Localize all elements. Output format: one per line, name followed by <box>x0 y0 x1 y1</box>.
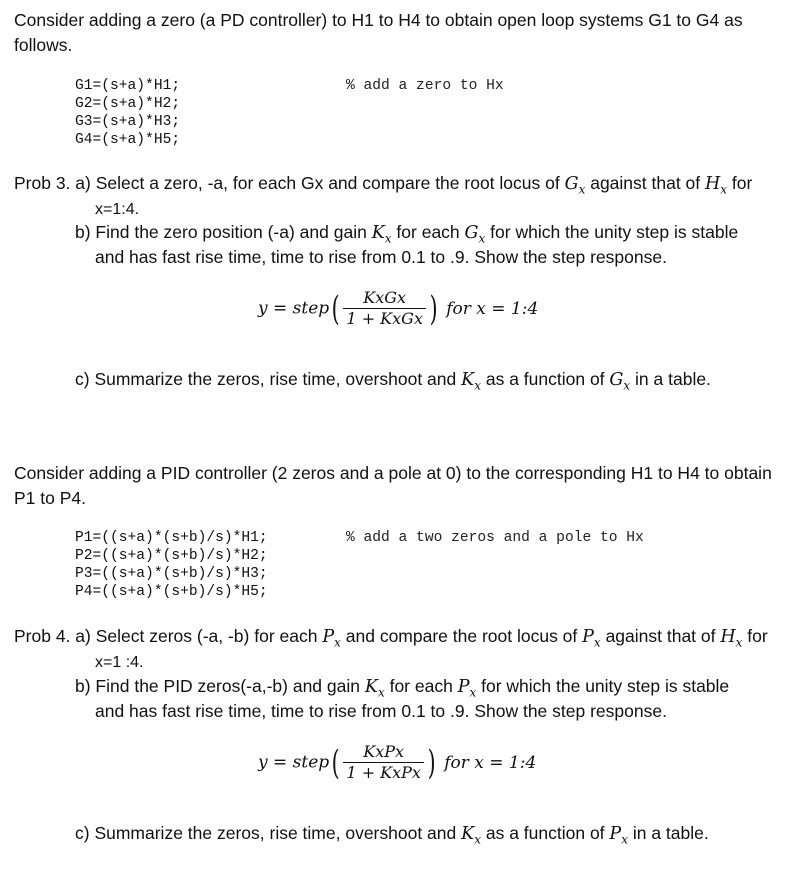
code-line: G1=(s+a)*H1; <box>75 78 181 94</box>
text: Prob 4. a) Select zeros (-a, -b) for each <box>14 626 323 646</box>
math-h: H <box>705 174 721 194</box>
eq-range: for x = 1:4 <box>446 298 539 319</box>
text: in a table. <box>627 823 709 843</box>
text: c) Summarize the zeros, rise time, overshoot and <box>75 823 462 843</box>
text: for each <box>384 676 458 696</box>
numerator: KxPx <box>363 742 405 761</box>
math-p: P <box>609 824 622 844</box>
text: as a function of <box>480 369 610 389</box>
code-line: G2=(s+a)*H2; <box>75 96 181 112</box>
fraction <box>343 742 424 783</box>
right-paren: ) <box>429 288 438 329</box>
text: for which the unity step is stable <box>476 676 730 696</box>
math-x: x <box>623 378 631 393</box>
math-k: K <box>364 677 378 697</box>
code-comment-2: % add a two zeros and a pole to Hx <box>346 530 644 546</box>
math-g: G <box>464 223 479 243</box>
math-x: x <box>469 685 477 700</box>
code-line: P2=((s+a)*(s+b)/s)*H2; <box>75 548 268 564</box>
math-p: P <box>457 677 470 697</box>
text: for each <box>391 222 465 242</box>
math-k: K <box>461 370 475 390</box>
code-line: G4=(s+a)*H5; <box>75 132 181 148</box>
eq-lhs: y = step <box>258 298 330 319</box>
text: against that of <box>600 626 721 646</box>
left-paren: ( <box>331 742 340 783</box>
math-x: x <box>578 182 586 197</box>
text: for <box>727 173 753 193</box>
text: as a function of <box>480 823 610 843</box>
math-p: P <box>322 627 335 647</box>
math-x: x <box>474 832 481 847</box>
text: b) Find the zero position (-a) and gain <box>75 222 372 242</box>
math-g: G <box>609 370 624 390</box>
text: Prob 3. a) Select a zero, -a, for each <box>14 173 301 193</box>
equation-step-g <box>258 288 538 329</box>
numerator: KxGx <box>363 288 407 307</box>
denominator: 1 + KxPx <box>343 762 424 783</box>
code-line: P1=((s+a)*(s+b)/s)*H1; <box>75 530 268 546</box>
code-line: P3=((s+a)*(s+b)/s)*H3; <box>75 566 268 582</box>
math-k: K <box>461 824 475 844</box>
text: against that of <box>585 173 706 193</box>
text: for <box>742 626 768 646</box>
denominator: 1 + KxGx <box>343 308 426 329</box>
math-x: x <box>474 378 481 393</box>
code-line: P4=((s+a)*(s+b)/s)*H5; <box>75 584 268 600</box>
intro2-line-1: Consider adding a PID controller (2 zeros and a pole at 0) to the corresponding H1 to H4 to obtain <box>14 463 772 483</box>
prob4-b-line2: and has fast rise time, time to rise from 0.1 to .9. Show the step response. <box>95 701 667 721</box>
prob4-c-line <box>75 821 709 853</box>
code-line: G3=(s+a)*H3; <box>75 114 181 130</box>
prob3-c-line <box>75 367 711 399</box>
math-x: x <box>621 832 628 847</box>
left-paren: ( <box>331 288 340 329</box>
eq-range: for x = 1:4 <box>444 752 537 773</box>
code-block-p <box>75 529 268 601</box>
math-x: x <box>735 635 743 650</box>
math-g: G <box>564 174 579 194</box>
text: b) Find the PID zeros(-a,-b) and gain <box>75 676 365 696</box>
prob4-a-line2: x=1 :4. <box>95 654 144 671</box>
code-comment-1: % add a zero to Hx <box>346 78 504 94</box>
prob3-b-line2: and has fast rise time, time to rise from 0.1 to .9. Show the step response. <box>95 247 667 267</box>
math-k: K <box>371 223 385 243</box>
text: and compare the root locus of <box>340 626 583 646</box>
text: in a table. <box>630 369 711 389</box>
gx-plain: Gx <box>300 173 324 193</box>
equation-step-p <box>258 742 536 783</box>
text: and compare the root locus of <box>323 173 565 193</box>
math-x: x <box>720 182 728 197</box>
eq-lhs: y = step <box>258 752 330 773</box>
right-paren: ) <box>427 742 436 783</box>
text: c) Summarize the zeros, rise time, overshoot and <box>75 369 462 389</box>
math-p: P <box>582 627 594 647</box>
intro-line-2: follows. <box>14 35 73 55</box>
math-x: x <box>478 231 486 246</box>
prob3-a-line2: x=1:4. <box>95 201 140 218</box>
text: for which the unity step is stable <box>485 222 739 242</box>
math-x: x <box>384 231 392 246</box>
code-block-g <box>75 77 180 149</box>
math-x: x <box>593 635 601 650</box>
fraction <box>343 288 426 329</box>
math-h: H <box>720 627 736 647</box>
math-x: x <box>377 685 385 700</box>
intro-line-1: Consider adding a zero (a PD controller) to H1 to H4 to obtain open loop systems G1 to G4 as <box>14 10 743 30</box>
intro2-line-2: P1 to P4. <box>14 488 86 508</box>
math-x: x <box>334 635 341 650</box>
